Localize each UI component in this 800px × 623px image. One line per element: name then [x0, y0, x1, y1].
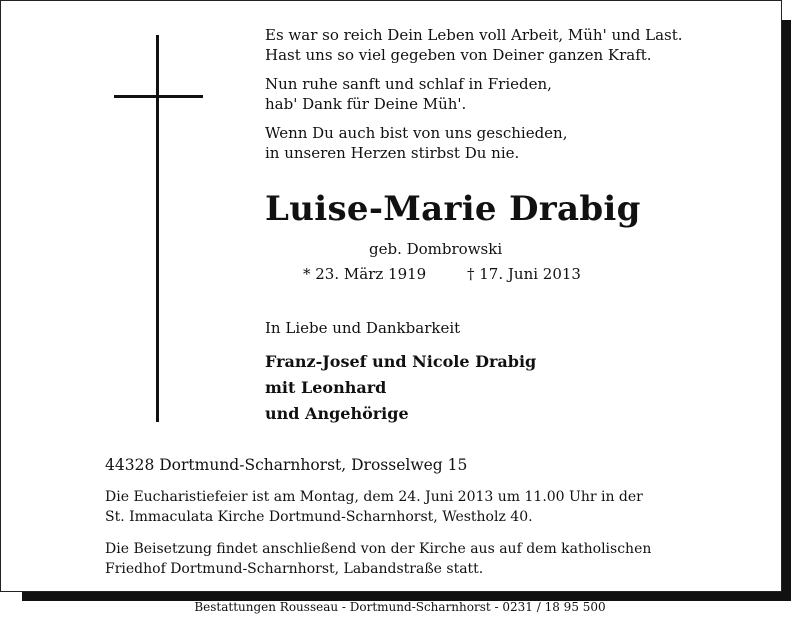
mourner-line: Franz-Josef und Nicole Drabig — [265, 352, 537, 371]
family-address: 44328 Dortmund-Scharnhorst, Drosselweg 15 — [105, 456, 468, 474]
burial-info — [105, 539, 745, 579]
mourners-list — [265, 349, 536, 427]
poem-stanza-2 — [265, 74, 745, 114]
mass-info-line: Die Eucharistiefeier ist am Montag, dem 24. Juni 2013 um 11.00 Uhr in der — [105, 489, 643, 505]
deceased-name: Luise-Marie Drabig — [265, 189, 641, 229]
mourner-line: und Angehörige — [265, 404, 409, 423]
frame-shadow-right — [782, 20, 791, 601]
poem-line: hab' Dank für Deine Müh'. — [265, 95, 467, 113]
burial-info-line: Friedhof Dortmund-Scharnhorst, Labandstraße statt. — [105, 561, 484, 577]
funeral-home-footer: Bestattungen Rousseau - Dortmund-Scharnhorst - 0231 / 18 95 500 — [194, 600, 606, 614]
mass-info — [105, 487, 745, 527]
poem-stanza-3 — [265, 123, 745, 163]
cross-icon-vertical-bar — [156, 35, 159, 422]
mourners-intro: In Liebe und Dankbarkeit — [265, 319, 461, 337]
poem-line: Hast uns so viel gegeben von Deiner ganzen Kraft. — [265, 46, 652, 64]
poem — [265, 25, 745, 172]
poem-stanza-1 — [265, 25, 745, 65]
poem-line: Nun ruhe sanft und schlaf in Frieden, — [265, 75, 552, 93]
poem-line: in unseren Herzen stirbst Du nie. — [265, 144, 520, 162]
poem-line: Es war so reich Dein Leben voll Arbeit, Müh' und Last. — [265, 26, 683, 44]
mourner-line: mit Leonhard — [265, 378, 387, 397]
birth-date: * 23. März 1919 — [303, 265, 427, 283]
burial-info-line: Die Beisetzung findet anschließend von der Kirche aus auf dem katholischen — [105, 541, 652, 557]
mass-info-line: St. Immaculata Kirche Dortmund-Scharnhorst, Westholz 40. — [105, 509, 533, 525]
poem-line: Wenn Du auch bist von uns geschieden, — [265, 124, 568, 142]
death-date: † 17. Juni 2013 — [467, 265, 581, 283]
maiden-name: geb. Dombrowski — [369, 240, 503, 258]
cross-icon-horizontal-bar — [114, 95, 203, 98]
